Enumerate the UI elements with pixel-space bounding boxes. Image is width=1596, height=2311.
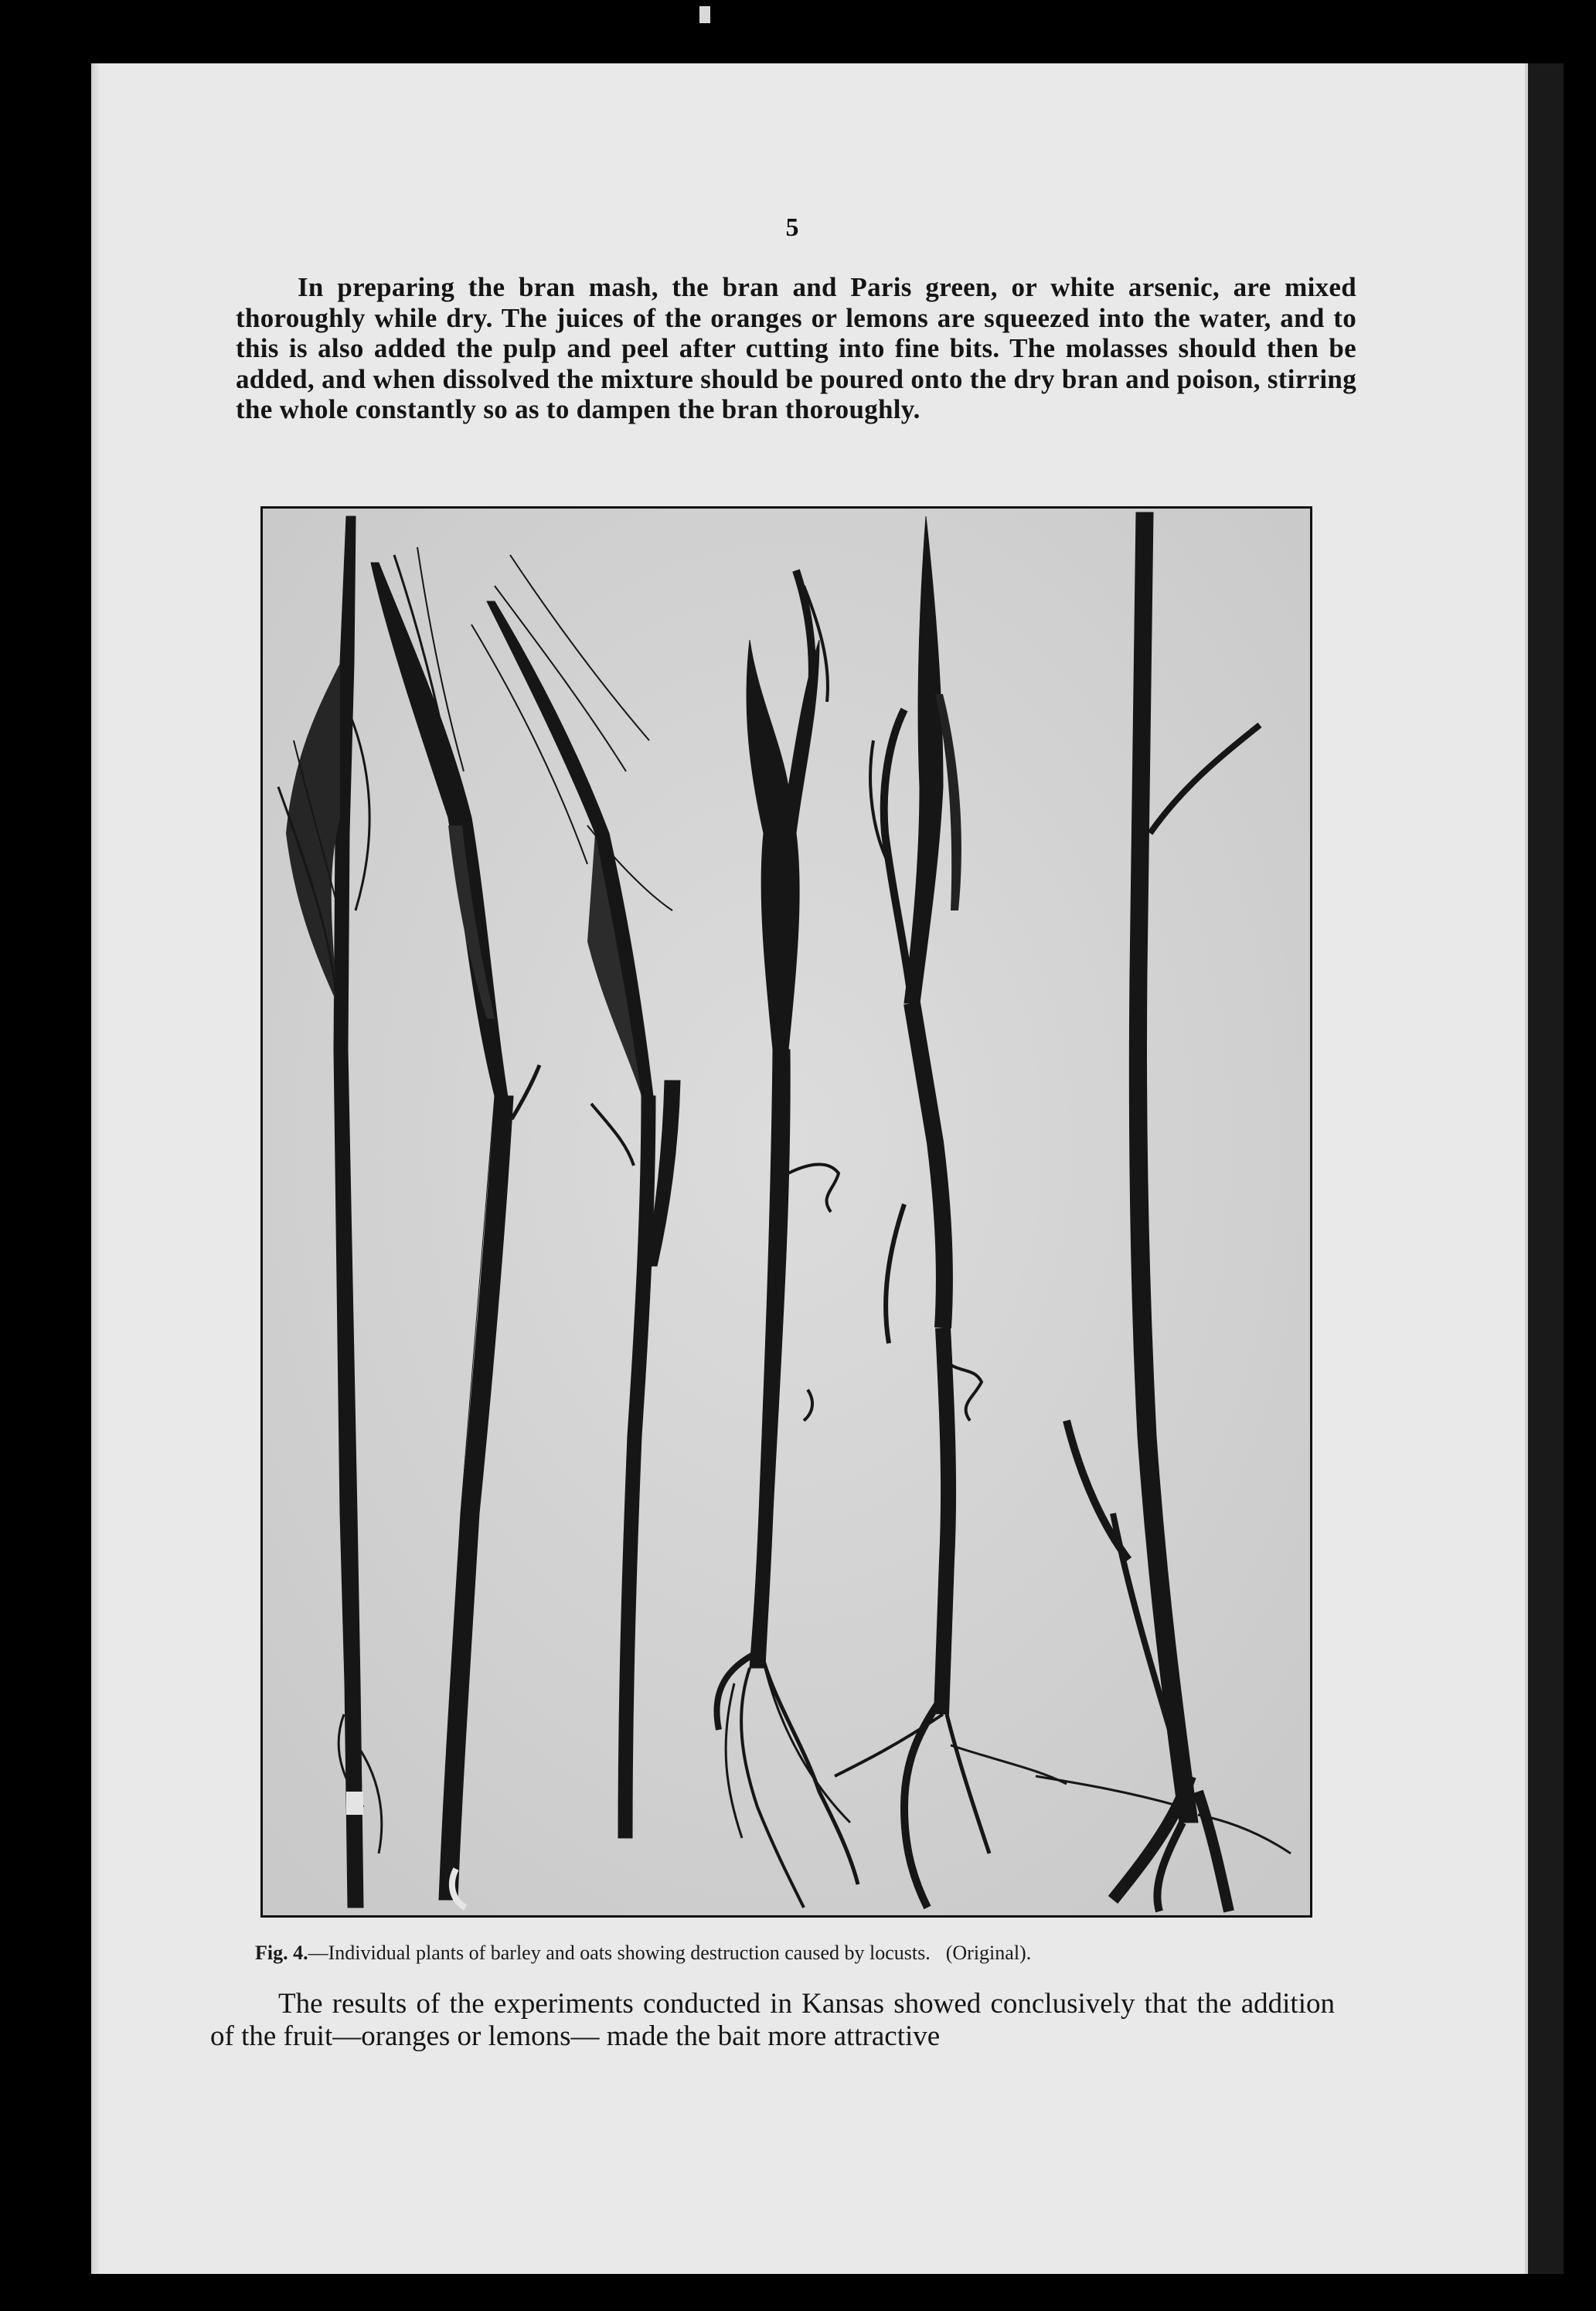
- closing-paragraph: The results of the experiments conducted in Kansas showed conclusively that the addition of the fruit—oranges or lemons— made the bait more attractive: [210, 1988, 1335, 2052]
- scan-artifact: [699, 6, 710, 23]
- figure-label: Fig. 4.: [255, 1942, 308, 1964]
- figure-photo: [260, 506, 1312, 1918]
- plants-photograph: [263, 509, 1310, 1915]
- figure-caption: [255, 1942, 1314, 1965]
- body-paragraph: In preparing the bran mash, the bran and Paris green, or white arsenic, are mixed thoroughly while dry. The juices of the oranges or lemons are squeezed into the water, and to this is also added the pulp and peel after cutting into fine bits. The molasses should then be added, and when dissolved the mixture should be poured onto the dry bran and poison, stirring the whole constantly so as to dampen the bran thoroughly.: [236, 272, 1356, 424]
- figure-caption-text: —Individual plants of barley and oats showing destruction caused by locusts.: [308, 1942, 931, 1964]
- page-number: 5: [785, 213, 799, 242]
- page-edge-strip: [1525, 63, 1564, 2274]
- page-spine-shadow: [91, 63, 100, 2274]
- figure-source-note: (Original).: [945, 1942, 1032, 1964]
- page-edge-line: [1525, 63, 1528, 2274]
